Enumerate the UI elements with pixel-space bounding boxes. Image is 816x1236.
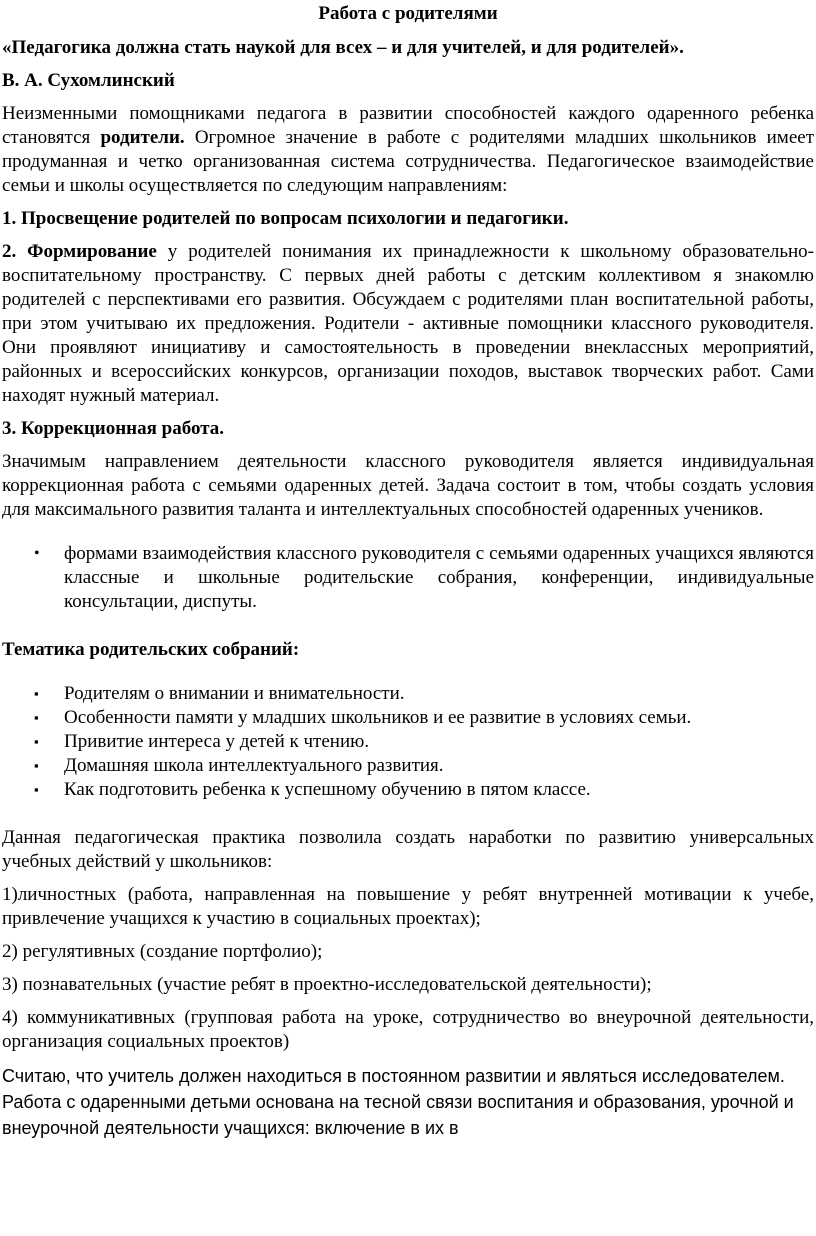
- point-2-paragraph: [2, 240, 814, 408]
- list-item: ▪ Как подготовить ребенка к успешному обучению в пятом классе.: [64, 778, 814, 802]
- point-3-heading: 3. Коррекционная работа.: [2, 418, 225, 439]
- uud-personal: 1)личностных (работа, направленная на повышение у ребят внутренней мотивации к учебе, привлечение учащихся к участию в социальных проектах);: [2, 884, 814, 929]
- list-item: ▪ Привитие интереса у детей к чтению.: [64, 730, 814, 754]
- page-title: Работа с родителями: [318, 3, 498, 24]
- list-item: ▪ Родителям о внимании и внимательности.: [64, 682, 814, 706]
- intro-text-start: Неизменными помощниками педагога в развитии способностей каждого одаренного ребенка становятся: [2, 103, 814, 148]
- topics-heading: Тематика родительских собраний:: [2, 639, 300, 660]
- uud-regulatory: 2) регулятивных (создание портфолио);: [2, 941, 323, 962]
- list-item: ▪ Особенности памяти у младших школьников и ее развитие в условиях семьи.: [64, 706, 814, 730]
- topics-list: [2, 682, 814, 802]
- point-2-text: у родителей понимания их принадлежности к школьному образовательно-воспитательному пространству. С первых дней работы с детским коллективом я знакомлю родителей с перспективами его развития. Обсуждаем с родителями план воспитательной работы, при этом учитываю их предложения. Родители - активные помощники классного руководителя. Они проявляют инициативу и самостоятельность в проведении внеклассных мероприятий, районных и всероссийских конкурсов, организации походов, выставок творческих работ. Сами находят нужный материал.: [2, 241, 814, 406]
- list-item: • формами взаимодействия классного руководителя с семьями одаренных учащихся являются классные и школьные родительские собрания, конференции, индивидуальные консультации, диспуты.: [64, 542, 814, 614]
- intro-paragraph: [2, 102, 814, 198]
- practice-paragraph: Данная педагогическая практика позволила создать наработки по развитию универсальных учебных действий у школьников:: [2, 827, 814, 872]
- point-2-bold: 2. Формирование: [2, 241, 157, 262]
- intro-text-end: Огромное значение в работе с родителями младших школьников имеет продуманная и четко организованная система сотрудничества. Педагогическое взаимодействие семьи и школы осуществляется по следующим направлениям:: [2, 127, 814, 196]
- epigraph-author: В. А. Сухомлинский: [2, 70, 175, 91]
- uud-cognitive: 3) познавательных (участие ребят в проектно-исследовательской деятельности);: [2, 974, 652, 995]
- document-page: [0, 2, 816, 1236]
- forms-list: [2, 542, 814, 614]
- point-3-paragraph: Значимым направлением деятельности классного руководителя является индивидуальная коррекционная работа с семьями одаренных детей. Задача состоит в том, чтобы создать условия для максимального развития таланта и интеллектуальных способностей одаренных учеников.: [2, 451, 814, 520]
- conclusion-paragraph: Считаю, что учитель должен находиться в постоянном развитии и являться исследователем. Работа с одаренными детьми основана на тесной связи воспитания и образования, урочной и внеурочной деятельности учащихся: включение в их в: [2, 1066, 794, 1138]
- intro-bold-word: родители.: [100, 127, 185, 148]
- list-item: ▪ Домашняя школа интеллектуального развития.: [64, 754, 814, 778]
- uud-communicative: 4) коммуникативных (групповая работа на уроке, сотрудничество во внеурочной деятельности, организация социальных проектов): [2, 1007, 814, 1052]
- point-1-heading: 1. Просвещение родителей по вопросам психологии и педагогики.: [2, 208, 569, 229]
- epigraph: «Педагогика должна стать наукой для всех – и для учителей, и для родителей».: [2, 37, 684, 58]
